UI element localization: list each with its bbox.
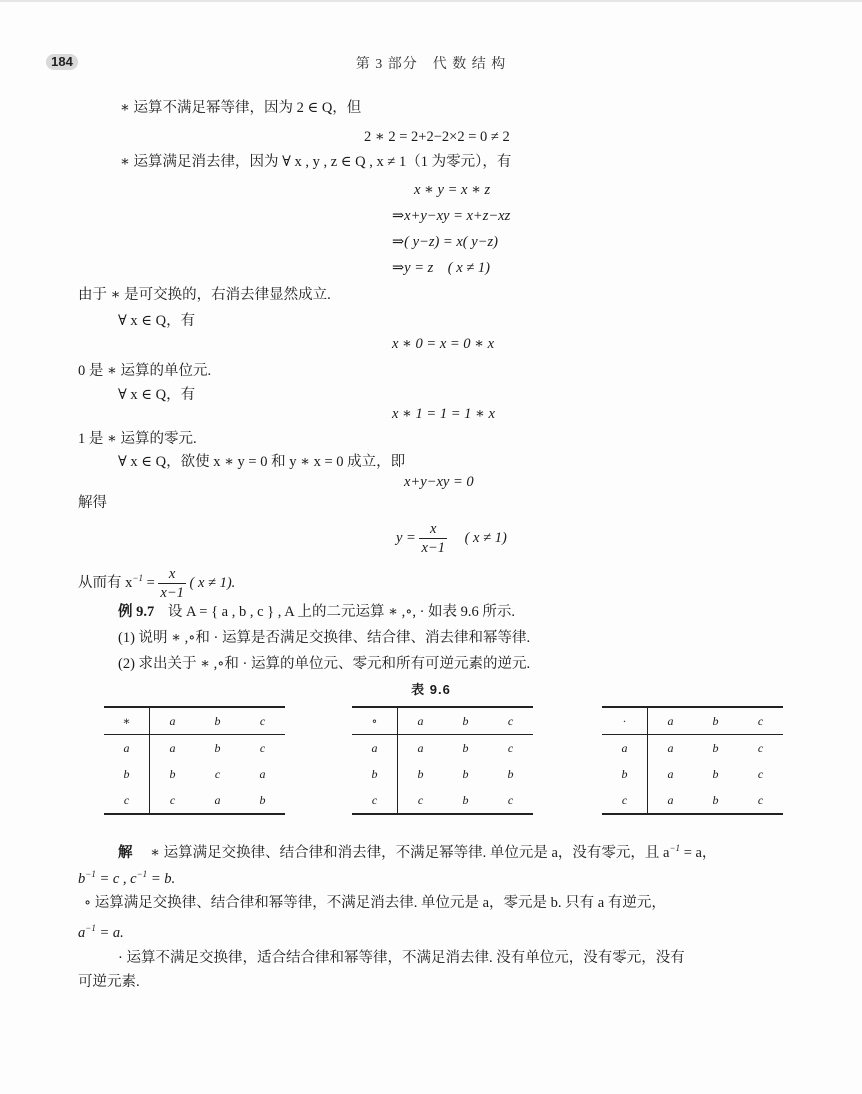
row-header: c xyxy=(602,787,648,814)
table-cell: a xyxy=(259,766,266,781)
table-cell: a xyxy=(417,740,424,755)
example-label: 例 9.7 xyxy=(118,604,155,620)
equation: x ∗ 1 = 1 = 1 ∗ x xyxy=(392,406,495,422)
equation: x+y−xy = 0 xyxy=(404,474,474,490)
table-cell: b xyxy=(462,766,469,781)
table-cell: c xyxy=(417,792,424,807)
row-header: b xyxy=(602,761,648,787)
table-row xyxy=(352,735,533,762)
col-header: b xyxy=(195,707,240,735)
fraction xyxy=(158,565,185,602)
superscript: −1 xyxy=(85,923,96,933)
equation: ⇒y = z ( x ≠ 1) xyxy=(392,260,490,276)
solution-text: = b. xyxy=(147,870,176,887)
table-cell: c xyxy=(507,740,514,755)
table-row xyxy=(104,787,285,814)
inverse-statement xyxy=(78,558,235,603)
table-cell: b xyxy=(462,792,469,807)
solution-line-1 xyxy=(118,838,716,863)
table-cell: a xyxy=(214,792,221,807)
solution-line-2 xyxy=(78,864,175,889)
col-header: c xyxy=(240,707,285,735)
table-cell: b xyxy=(712,740,719,755)
example-heading xyxy=(118,602,515,622)
text-line: 1 是 ∗ 运算的零元. xyxy=(78,431,197,447)
solution-text: = a. xyxy=(95,924,124,941)
solution-text: = a， xyxy=(680,844,717,861)
eq-prefix: y = xyxy=(396,530,416,546)
equation: x ∗ y = x ∗ z xyxy=(414,182,491,198)
row-header: b xyxy=(352,761,398,787)
text-line: ∀ x ∈ Q，欲使 x ∗ y = 0 和 y ∗ x = 0 成立，即 xyxy=(118,454,406,470)
text-line: 解得 xyxy=(78,495,107,511)
col-header: c xyxy=(488,707,533,735)
table-cell: a xyxy=(667,766,674,781)
table-cell: b xyxy=(417,766,424,781)
table-cell: a xyxy=(667,792,674,807)
eq-condition: ( x ≠ 1) xyxy=(464,530,507,546)
row-header: c xyxy=(104,787,150,814)
running-header: 第 3 部分 代 数 结 构 xyxy=(355,57,507,72)
table-cell: c xyxy=(507,792,514,807)
solution-label: 解 xyxy=(118,844,133,861)
table-row xyxy=(352,787,533,814)
equation-fraction xyxy=(396,518,507,558)
op-table-dot xyxy=(602,706,783,815)
op-table-circle xyxy=(352,706,533,815)
table-cell: b xyxy=(712,766,719,781)
superscript: −1 xyxy=(669,843,681,853)
text-line: ∀ x ∈ Q，有 xyxy=(118,387,196,403)
table-cell: b xyxy=(214,740,221,755)
table-caption: 表 9.6 xyxy=(411,682,451,697)
equals: = xyxy=(142,574,159,591)
table-row xyxy=(104,761,285,787)
row-header: a xyxy=(352,735,398,762)
table-cell: a xyxy=(169,740,176,755)
table-cell: c xyxy=(214,766,221,781)
table-cell: b xyxy=(712,792,719,807)
table-cell: c xyxy=(259,740,266,755)
equation: ⇒x+y−xy = x+z−xz xyxy=(392,208,511,224)
fraction-denominator: x−1 xyxy=(421,540,445,557)
fraction-denominator: x−1 xyxy=(160,585,184,601)
fraction-numerator: x xyxy=(158,565,185,584)
equation: ⇒( y−z) = x( y−z) xyxy=(392,234,498,250)
row-header: c xyxy=(352,787,398,814)
table-cell: c xyxy=(169,792,176,807)
text-line: 由于 ∗ 是可交换的，右消去律显然成立. xyxy=(78,287,331,303)
superscript: −1 xyxy=(85,869,96,879)
text-line: 0 是 ∗ 运算的单位元. xyxy=(78,363,212,379)
op-table-star xyxy=(104,706,285,815)
equation: 2 ∗ 2 = 2+2−2×2 = 0 ≠ 2 xyxy=(364,129,510,145)
solution-line-3: ∘ 运算满足交换律、结合律和幂等律，不满足消去律. 单位元是 a，零元是 b. 只有 a 有逆元， xyxy=(84,895,666,911)
op-symbol: ∘ xyxy=(352,707,398,735)
solution-text: ∗ 运算满足交换律、结合律和消去律，不满足幂等律. 单位元是 a，没有零元，且 a xyxy=(150,844,670,861)
solution-line-6: 可逆元素. xyxy=(78,974,140,990)
text-line: ∗ 运算满足消去律，因为 ∀ x , y , z ∈ Q , x ≠ 1（1 为零元），有 xyxy=(120,154,512,170)
table-row xyxy=(602,761,783,787)
table-row xyxy=(602,735,783,762)
col-header: a xyxy=(398,707,444,735)
top-border xyxy=(0,0,862,2)
question-1: (1) 说明 ∗ ,∘和 · 运算是否满足交换律、结合律、消去律和幂等律. xyxy=(118,630,531,646)
table-cell: c xyxy=(757,766,764,781)
col-header: a xyxy=(150,707,196,735)
superscript: −1 xyxy=(132,573,143,583)
solution-line-5: · 运算不满足交换律，适合结合律和幂等律，不满足消去律. 没有单位元，没有零元，没有 xyxy=(118,950,685,966)
fraction-numerator: x xyxy=(419,520,446,539)
table-cell: a xyxy=(667,740,674,755)
example-text: 设 A = { a , b , c } , A 上的二元运算 ∗ ,∘, · 如表 9.6 所示. xyxy=(167,604,516,620)
text-line: ∗ 运算不满足幂等律，因为 2 ∈ Q，但 xyxy=(120,100,362,116)
col-header: a xyxy=(648,707,694,735)
solution-line-4 xyxy=(78,918,124,943)
text-prefix: 从而有 x xyxy=(78,574,133,591)
fraction xyxy=(419,520,446,557)
col-header: c xyxy=(738,707,783,735)
op-symbol: · xyxy=(602,707,648,735)
solution-text: = c , c xyxy=(95,870,137,887)
row-header: a xyxy=(602,735,648,762)
table-cell: c xyxy=(757,792,764,807)
col-header: b xyxy=(693,707,738,735)
table-cell: b xyxy=(259,792,266,807)
col-header: b xyxy=(443,707,488,735)
page-number: 184 xyxy=(46,54,78,70)
text-line: ∀ x ∈ Q，有 xyxy=(118,313,196,329)
table-row xyxy=(104,735,285,762)
superscript: −1 xyxy=(136,869,148,879)
row-header: b xyxy=(104,761,150,787)
equation: x ∗ 0 = x = 0 ∗ x xyxy=(392,336,495,352)
row-header: a xyxy=(104,735,150,762)
table-cell: b xyxy=(462,740,469,755)
table-cell: b xyxy=(507,766,514,781)
eq-condition: ( x ≠ 1). xyxy=(189,574,236,591)
question-2: (2) 求出关于 ∗ ,∘和 · 运算的单位元、零元和所有可逆元素的逆元. xyxy=(118,656,531,672)
table-cell: c xyxy=(757,740,764,755)
solution-text: b xyxy=(78,870,86,887)
table-cell: b xyxy=(169,766,176,781)
solution-text: a xyxy=(78,924,86,941)
op-symbol: ∗ xyxy=(104,707,150,735)
table-row xyxy=(602,787,783,814)
table-row xyxy=(352,761,533,787)
